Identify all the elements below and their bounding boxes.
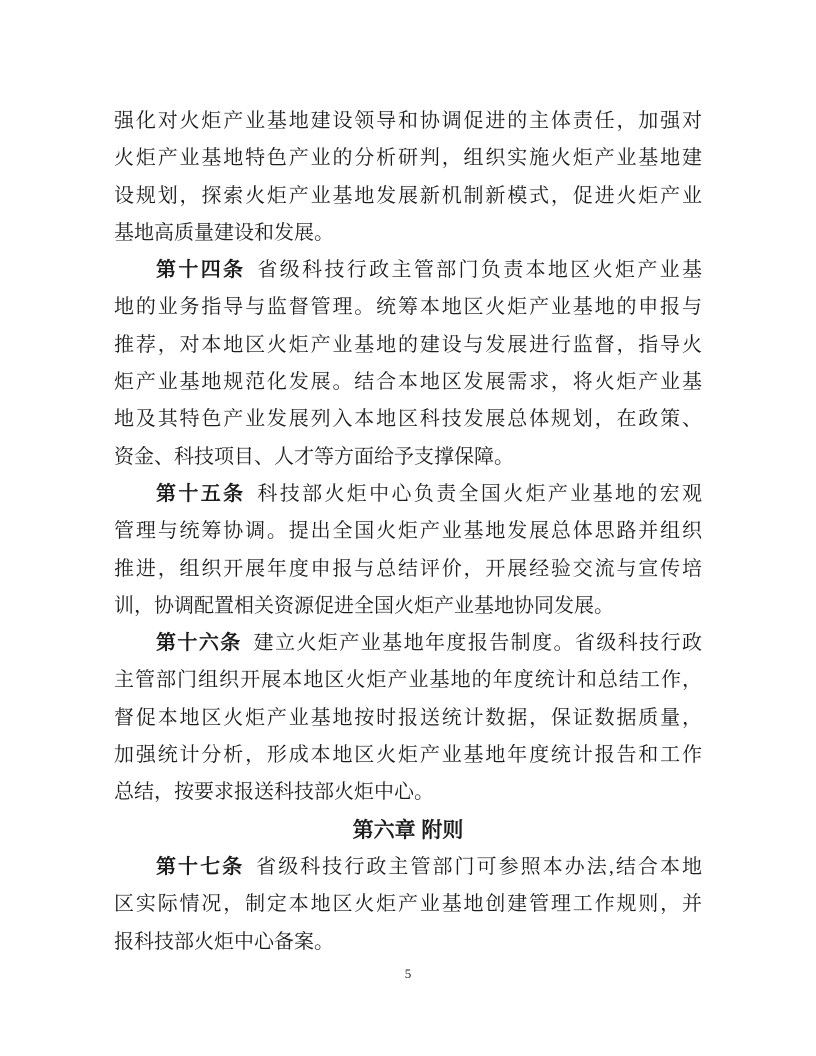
paragraph-line: 强化对火炬产业基地建设领导和协调促进的主体责任，加强对 [114, 110, 702, 132]
article-15-text: 科技部火炬中心负责全国火炬产业基地的宏观 [257, 482, 703, 505]
paragraph-line: 基地高质量建设和发展。 [114, 221, 334, 244]
chapter-heading: 第六章 附则 [352, 818, 464, 842]
paragraph-line: 地的业务指导与监督管理。统筹本地区火炬产业基地的申报与 [114, 296, 702, 319]
article-17-first-line [114, 849, 702, 886]
paragraph-line: 设规划，探索火炬产业基地发展新机制新模式，促进火炬产业 [114, 184, 702, 207]
article-16-text: 建立火炬产业基地年度报告制度。省级科技行政 [253, 632, 703, 655]
article-16-first-line [114, 625, 702, 662]
paragraph-line: 炬产业基地规范化发展。结合本地区发展需求，将火炬产业基 [114, 371, 702, 394]
paragraph-line: 训，协调配置相关资源促进全国火炬产业基地协同发展。 [114, 594, 614, 617]
paragraph-line: 主管部门组织开展本地区火炬产业基地的年度统计和总结工作， [114, 669, 702, 692]
article-15-number: 第十五条 [156, 482, 246, 505]
page-number: 5 [404, 966, 412, 981]
paragraph-line: 督促本地区火炬产业基地按时报送统计数据，保证数据质量， [114, 706, 702, 729]
paragraph-line: 报科技部火炬中心备案。 [114, 930, 334, 953]
document-body [114, 103, 702, 961]
paragraph-line: 资金、科技项目、人才等方面给予支撑保障。 [114, 445, 514, 468]
article-17-text: 省级科技行政主管部门可参照本办法,结合本地 [256, 855, 703, 878]
paragraph-line: 地及其特色产业发展列入本地区科技发展总体规划，在政策、 [114, 408, 702, 431]
paragraph-line: 管理与统筹协调。提出全国火炬产业基地发展总体思路并组织 [114, 520, 702, 543]
article-14-number: 第十四条 [156, 259, 246, 282]
paragraph-line: 推进，组织开展年度申报与总结评价，开展经验交流与宣传培 [114, 557, 702, 580]
paragraph-line: 加强统计分析，形成本地区火炬产业基地年度统计报告和工作 [114, 744, 702, 767]
article-17-number: 第十七条 [156, 855, 245, 878]
article-15-first-line [114, 476, 702, 513]
paragraph-line: 推荐，对本地区火炬产业基地的建设与发展进行监督，指导火 [114, 333, 702, 356]
article-16-number: 第十六条 [156, 632, 242, 655]
paragraph-line: 火炬产业基地特色产业的分析研判，组织实施火炬产业基地建 [114, 147, 702, 170]
paragraph-line: 区实际情况，制定本地区火炬产业基地创建管理工作规则，并 [114, 893, 702, 916]
article-14-first-line [114, 252, 702, 289]
paragraph-line: 总结，按要求报送科技部火炬中心。 [114, 781, 434, 804]
article-14-text: 省级科技行政主管部门负责本地区火炬产业基 [257, 259, 703, 282]
